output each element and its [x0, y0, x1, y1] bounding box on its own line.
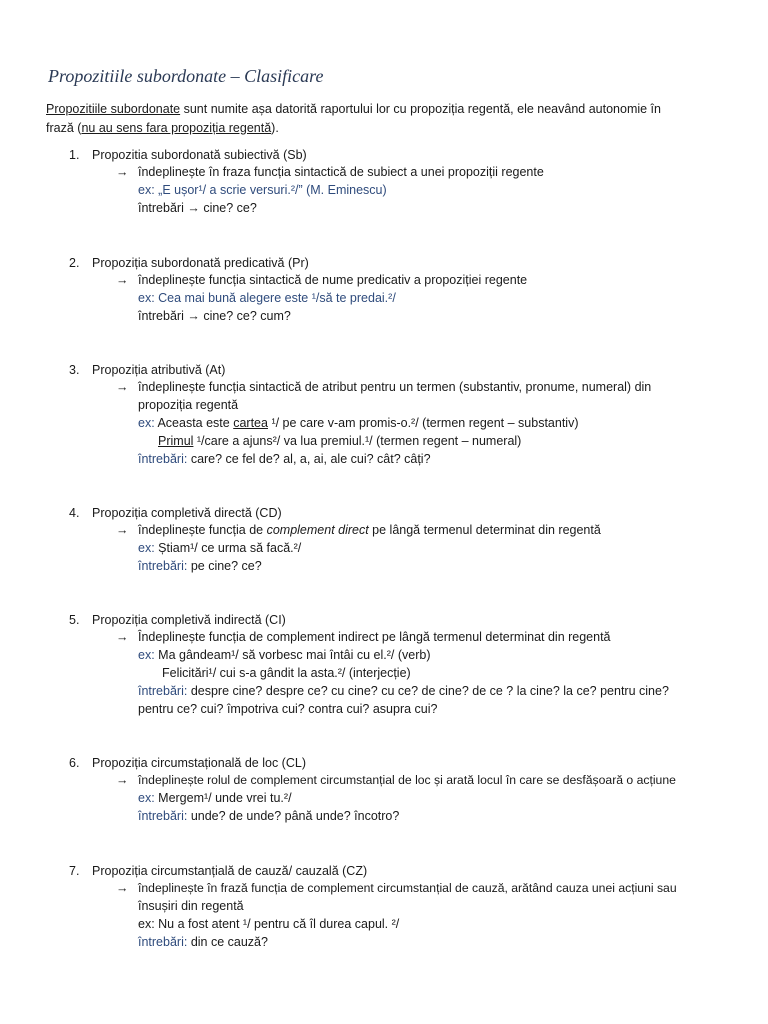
- section-questions: [138, 450, 431, 468]
- section-heading: Propozitia subordonată subiectivă (Sb): [92, 148, 307, 162]
- intro-text-3: ).: [271, 121, 279, 135]
- example-text: Mergem¹/ unde vrei tu.²/: [158, 791, 292, 805]
- arrow-icon: →: [116, 773, 129, 787]
- section-example-2: [158, 432, 521, 450]
- section-questions: [138, 199, 257, 217]
- example-label: ex:: [138, 291, 159, 305]
- questions-text: → cine? ce? cum?: [187, 309, 291, 323]
- section-number: 4.: [69, 506, 80, 520]
- section-number: 6.: [69, 756, 80, 770]
- description-pre: îndeplinește funcția de: [138, 523, 267, 537]
- example-label: ex:: [138, 541, 159, 555]
- section-example: [138, 915, 399, 933]
- section-heading: Propoziția completivă directă (CD): [92, 506, 282, 520]
- section-questions: [138, 557, 262, 575]
- example-text: Cea mai bună alegere este ¹/să te predai.²/: [158, 291, 396, 305]
- section-number: 3.: [69, 363, 80, 377]
- questions-label: întrebări:: [138, 809, 191, 823]
- section-example: [138, 789, 292, 807]
- section-questions: [138, 807, 399, 825]
- questions-text: din ce cauză?: [190, 935, 268, 949]
- section-description: îndeplinește rolul de complement circumstanțial de loc și arată locul în care se desfășoară o acțiune: [138, 773, 676, 787]
- section-heading: Propoziția circumstațională de loc (CL): [92, 756, 306, 770]
- page-title: Propozitiile subordonate – Clasificare: [48, 66, 324, 86]
- example-text: Ma gândeam¹/ să vorbesc mai întâi cu el.²/ (verb): [158, 648, 431, 662]
- section-description-cont: însușiri din regentă: [138, 899, 244, 913]
- section-heading: Propoziția circumstanțială de cauză/ cauzală (CZ): [92, 864, 368, 878]
- section-description: îndeplinește funcția sintactică de atribut pentru un termen (substantiv, pronume, numeral) din: [138, 380, 652, 394]
- questions-label: întrebări: [138, 309, 188, 323]
- section-description: îndeplinește funcția sintactică de nume predicativ a propoziției regente: [138, 273, 528, 287]
- arrow-icon: →: [116, 273, 129, 287]
- example-label: ex:: [138, 416, 158, 430]
- section-example-2: Felicitări¹/ cui s-a gândit la asta.²/ (interjecție): [162, 666, 411, 680]
- section-number: 7.: [69, 864, 80, 878]
- questions-label: întrebări:: [138, 452, 191, 466]
- section-number: 5.: [69, 613, 80, 627]
- questions-text: despre cine? despre ce? cu cine? cu ce? de cine? de ce ? la cine? la ce? pentru cine?: [190, 684, 669, 698]
- section-heading: Propoziția subordonată predicativă (Pr): [92, 256, 309, 270]
- example-regent-term: Primul: [158, 434, 194, 448]
- example-regent-term: cartea: [233, 416, 268, 430]
- section-description: Îndeplinește funcția de complement indirect pe lângă termenul determinat din regentă: [138, 630, 611, 644]
- section-example: [138, 539, 301, 557]
- questions-text: → cine? ce?: [187, 201, 257, 215]
- example-text-pre: Aceasta este: [157, 416, 234, 430]
- section-example: [138, 646, 430, 664]
- description-post: pe lângă termenul determinat din regentă: [368, 523, 601, 537]
- questions-label: întrebări:: [138, 684, 191, 698]
- section-questions-cont: pentru ce? cui? împotriva cui? contra cui? asupra cui?: [138, 702, 438, 716]
- questions-label: întrebări:: [138, 935, 191, 949]
- section-number: 2.: [69, 256, 80, 270]
- intro-text-1: sunt numite așa datorită raportului lor cu propoziția regentă, ele neavând autonomie în: [180, 102, 661, 116]
- intro-term: Propozitiile subordonate: [46, 102, 181, 116]
- example-text-post: ¹/ pe care v-am promis-o.²/ (termen regent – substantiv): [267, 416, 579, 430]
- example-text-post: ¹/care a ajuns²/ va lua premiul.¹/ (termen regent – numeral): [193, 434, 522, 448]
- questions-text: unde? de unde? până unde? încotro?: [190, 809, 400, 823]
- example-label: ex:: [138, 648, 159, 662]
- questions-text: pe cine? ce?: [190, 559, 262, 573]
- section-questions: [138, 682, 669, 700]
- section-heading: Propoziția atributivă (At): [92, 363, 226, 377]
- section-description-cont: propoziția regentă: [138, 398, 239, 412]
- example-text: „E ușor¹/ a scrie versuri.²/” (M. Eminescu): [158, 183, 387, 197]
- arrow-icon: →: [116, 630, 129, 644]
- section-description: îndeplinește în frază funcția de complement circumstanțial de cauză, arătând cauza unei acțiuni sau: [138, 881, 677, 895]
- arrow-icon: →: [116, 881, 129, 895]
- description-italic: complement direct: [266, 523, 369, 537]
- example-label: ex:: [138, 183, 159, 197]
- arrow-icon: →: [116, 165, 129, 179]
- section-questions: [138, 307, 291, 325]
- questions-text: care? ce fel de? al, a, ai, ale cui? cât? câți?: [190, 452, 431, 466]
- section-example: [138, 289, 396, 307]
- example-label: ex:: [138, 917, 159, 931]
- section-description: îndeplinește în fraza funcția sintactică de subiect a unei propoziții regente: [138, 165, 544, 179]
- questions-label: întrebări:: [138, 559, 191, 573]
- intro-text-2: frază (: [46, 121, 82, 135]
- example-text: Știam¹/ ce urma să facă.²/: [158, 541, 302, 555]
- intro-paren: nu au sens fara propoziția regentă: [81, 121, 272, 135]
- section-description: [138, 521, 601, 539]
- arrow-icon: →: [116, 523, 129, 537]
- intro-paragraph: [46, 100, 726, 138]
- section-example: [138, 414, 579, 432]
- arrow-icon: →: [116, 380, 129, 394]
- section-number: 1.: [69, 148, 80, 162]
- questions-label: întrebări: [138, 201, 188, 215]
- example-text: Nu a fost atent ¹/ pentru că îl durea capul. ²/: [158, 917, 400, 931]
- section-heading: Propoziția completivă indirectă (CI): [92, 613, 286, 627]
- section-example: [138, 181, 387, 199]
- section-questions: [138, 933, 268, 951]
- example-label: ex:: [138, 791, 159, 805]
